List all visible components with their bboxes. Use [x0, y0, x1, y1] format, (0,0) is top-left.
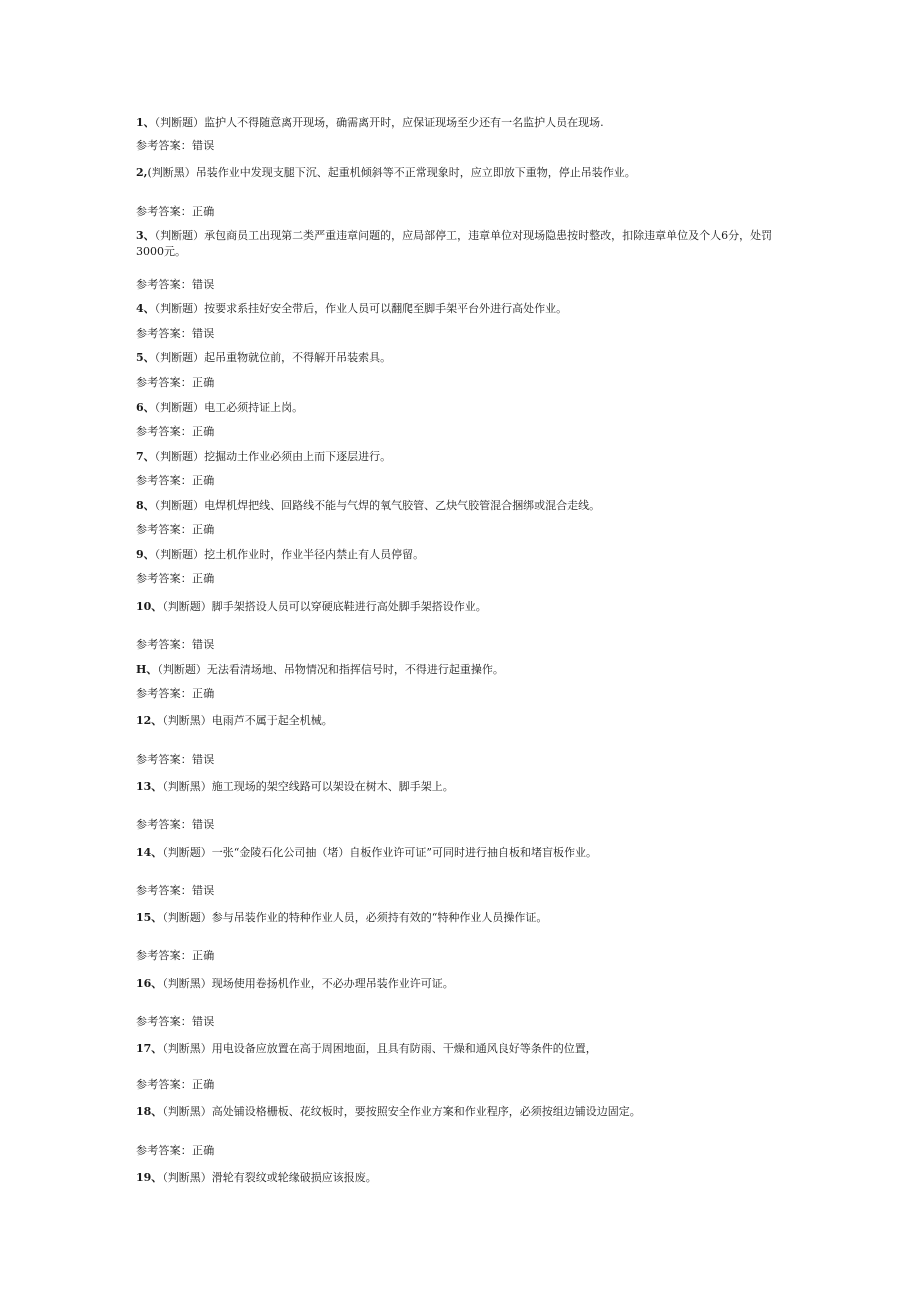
question-number: 17、 [136, 1042, 163, 1055]
question-8 [136, 498, 786, 514]
question-text: （判断黑）高处铺设格栅板、花纹板时，要按照安全作业方案和作业程序，必须按组边铺设边固定。 [162, 1105, 641, 1118]
question-19 [136, 1170, 786, 1186]
question-text: (判断黑）吊装作业中发现支腿下沉、起重机倾斜等不正常现象时，应立即放下重物，停止吊装作业。 [147, 166, 636, 179]
question-text: （判断题）承包商员工出现第二类严重违章问题的，应局部停工，违章单位对现场隐患按时整改，扣除违章单位及个人6分，处罚3000元。 [136, 229, 773, 258]
question-number: H、 [136, 663, 158, 676]
question-17 [136, 1041, 786, 1057]
answer-6: 参考答案：正确 [136, 425, 215, 438]
question-text: （判断题）一张“金陵石化公司抽（堵）自板作业许可证”可同时进行抽自板和堵盲板作业。 [162, 846, 598, 859]
question-5 [136, 350, 786, 366]
answer-9: 参考答案：正确 [136, 572, 215, 585]
question-text: （判断题）参与吊装作业的特种作业人员，必须持有效的“特种作业人员操作证。 [162, 911, 548, 924]
question-18 [136, 1104, 786, 1120]
question-number: 12、 [136, 714, 163, 727]
answer-4: 参考答案：错误 [136, 327, 215, 340]
question-1 [136, 115, 786, 131]
question-text: （判断黑）施工现场的架空线路可以架设在树木、脚手架上。 [162, 780, 454, 793]
answer-8: 参考答案：正确 [136, 523, 215, 536]
answer-18: 参考答案：正确 [136, 1144, 215, 1157]
question-9 [136, 547, 786, 563]
question-text: （判断题）脚手架搭设人员可以穿硬底鞋进行高处脚手架搭设作业。 [162, 600, 487, 613]
answer-2: 参考答案：正确 [136, 205, 215, 218]
question-3 [136, 228, 786, 260]
answer-15: 参考答案：正确 [136, 949, 215, 962]
question-number: 14、 [136, 846, 163, 859]
question-text: （判断题）按要求系挂好安全带后，作业人员可以翻爬至脚手架平台外进行高处作业。 [154, 302, 568, 315]
question-15 [136, 910, 786, 926]
question-14 [136, 845, 786, 861]
question-number: 4、 [136, 302, 155, 315]
question-text: （判断黑）滑轮有裂纹或轮缘破损应该报废。 [162, 1171, 377, 1184]
question-text: （判断题）起吊重物就位前，不得解开吊装索具。 [154, 351, 392, 364]
question-number: 16、 [136, 977, 163, 990]
answer-14: 参考答案：错误 [136, 884, 215, 897]
question-text: （判断黑）现场使用卷扬机作业，不必办理吊装作业许可证。 [162, 977, 454, 990]
question-number: 19、 [136, 1171, 163, 1184]
question-number: 2, [136, 166, 148, 179]
question-number: 13、 [136, 780, 163, 793]
question-text: （判断题）监护人不得随意离开现场，确需离开时，应保证现场至少还有一名监护人员在现场. [154, 116, 604, 129]
answer-1: 参考答案：错误 [136, 139, 215, 152]
question-10 [136, 599, 786, 615]
question-number: 7、 [136, 450, 155, 463]
question-number: 9、 [136, 548, 155, 561]
question-text: （判断题）电工必须持证上岗。 [154, 401, 304, 414]
answer-13: 参考答案：错误 [136, 818, 215, 831]
question-13 [136, 779, 786, 795]
question-11 [136, 662, 786, 678]
question-text: （判断黑）电雨芦不属于起全机械。 [162, 714, 333, 727]
answer-5: 参考答案：正确 [136, 376, 215, 389]
question-text: （判断题）挖掘动土作业必须由上而下逐层进行。 [154, 450, 392, 463]
question-number: 5、 [136, 351, 155, 364]
question-text: （判断黑）用电设备应放置在高于周困地面，且具有防雨、干燥和通风良好等条件的位置， [162, 1042, 597, 1055]
answer-11: 参考答案：正确 [136, 687, 215, 700]
question-text: （判断题）电焊机焊把线、回路线不能与气焊的氧气胶管、乙炔气胶管混合捆绑或混合走线。 [154, 499, 601, 512]
answer-7: 参考答案：正确 [136, 474, 215, 487]
question-text: （判断题）无法看清场地、吊物情况和指挥信号时，不得进行起重操作。 [157, 663, 504, 676]
question-2 [136, 165, 786, 181]
answer-16: 参考答案：错误 [136, 1015, 215, 1028]
answer-12: 参考答案：错误 [136, 753, 215, 766]
answer-10: 参考答案：错误 [136, 638, 215, 651]
question-6 [136, 400, 786, 416]
question-text: （判断题）挖土机作业时，作业半径内禁止有人员停留。 [154, 548, 425, 561]
question-number: 1、 [136, 116, 155, 129]
answer-3: 参考答案：错误 [136, 278, 215, 291]
answer-17: 参考答案：正确 [136, 1078, 215, 1091]
question-number: 18、 [136, 1105, 163, 1118]
question-16 [136, 976, 786, 992]
question-number: 15、 [136, 911, 163, 924]
question-number: 3、 [136, 229, 155, 242]
question-number: 6、 [136, 401, 155, 414]
question-number: 10、 [136, 600, 163, 613]
question-4 [136, 301, 786, 317]
question-7 [136, 449, 786, 465]
question-12 [136, 713, 786, 729]
question-number: 8、 [136, 499, 155, 512]
